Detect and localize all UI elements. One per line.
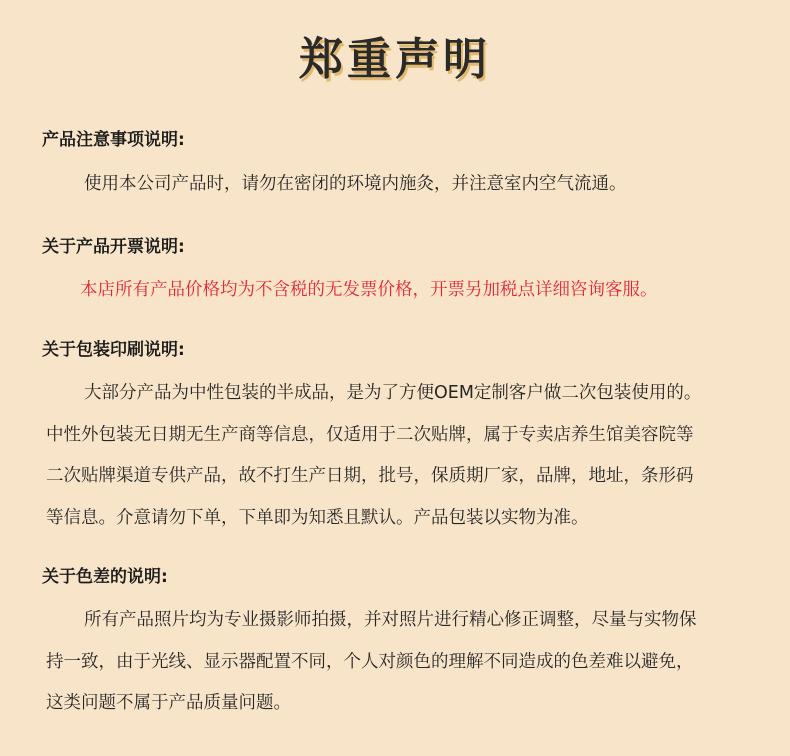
section-body-color-difference [46, 600, 762, 725]
section-body-packaging [46, 373, 762, 539]
section-heading-color-difference: 关于色差的说明: [42, 567, 168, 587]
section-heading-packaging: 关于包装印刷说明: [42, 340, 185, 360]
paragraph-line: 二次贴牌渠道专供产品，故不打生产日期，批号，保质期厂家，品牌，地址，条形码 [46, 466, 694, 486]
paragraph-line: 使用本公司产品时，请勿在密闭的环境内施灸，并注意室内空气流通。 [84, 174, 627, 194]
paragraph-line: 中性外包装无日期无生产商等信息，仅适用于二次贴牌，属于专卖店养生馆美容院等 [46, 424, 694, 445]
section-heading-usage-notes: 产品注意事项说明: [42, 130, 185, 150]
paragraph-line: 本店所有产品价格均为不含税的无发票价格，开票另加税点详细咨询客服。 [80, 280, 658, 300]
section-body-invoice [42, 270, 758, 312]
paragraph-line: 所有产品照片均为专业摄影师拍摄，并对照片进行精心修正调整，尽量与实物保 [84, 610, 697, 630]
paragraph-line: 等信息。介意请勿下单，下单即为知悉且默认。产品包装以实物为准。 [46, 507, 589, 528]
paragraph-line: 持一致，由于光线、显示器配置不同，个人对颜色的理解不同造成的色差难以避免， [46, 651, 694, 672]
page-title: 郑重声明 [299, 34, 491, 85]
section-body-usage-notes [46, 164, 762, 206]
section-heading-invoice: 关于产品开票说明: [42, 237, 185, 257]
paragraph-line: 这类问题不属于产品质量问题。 [46, 693, 291, 713]
paragraph-line: 大部分产品为中性包装的半成品，是为了方便OEM定制客户做二次包装使用的。 [84, 383, 702, 403]
